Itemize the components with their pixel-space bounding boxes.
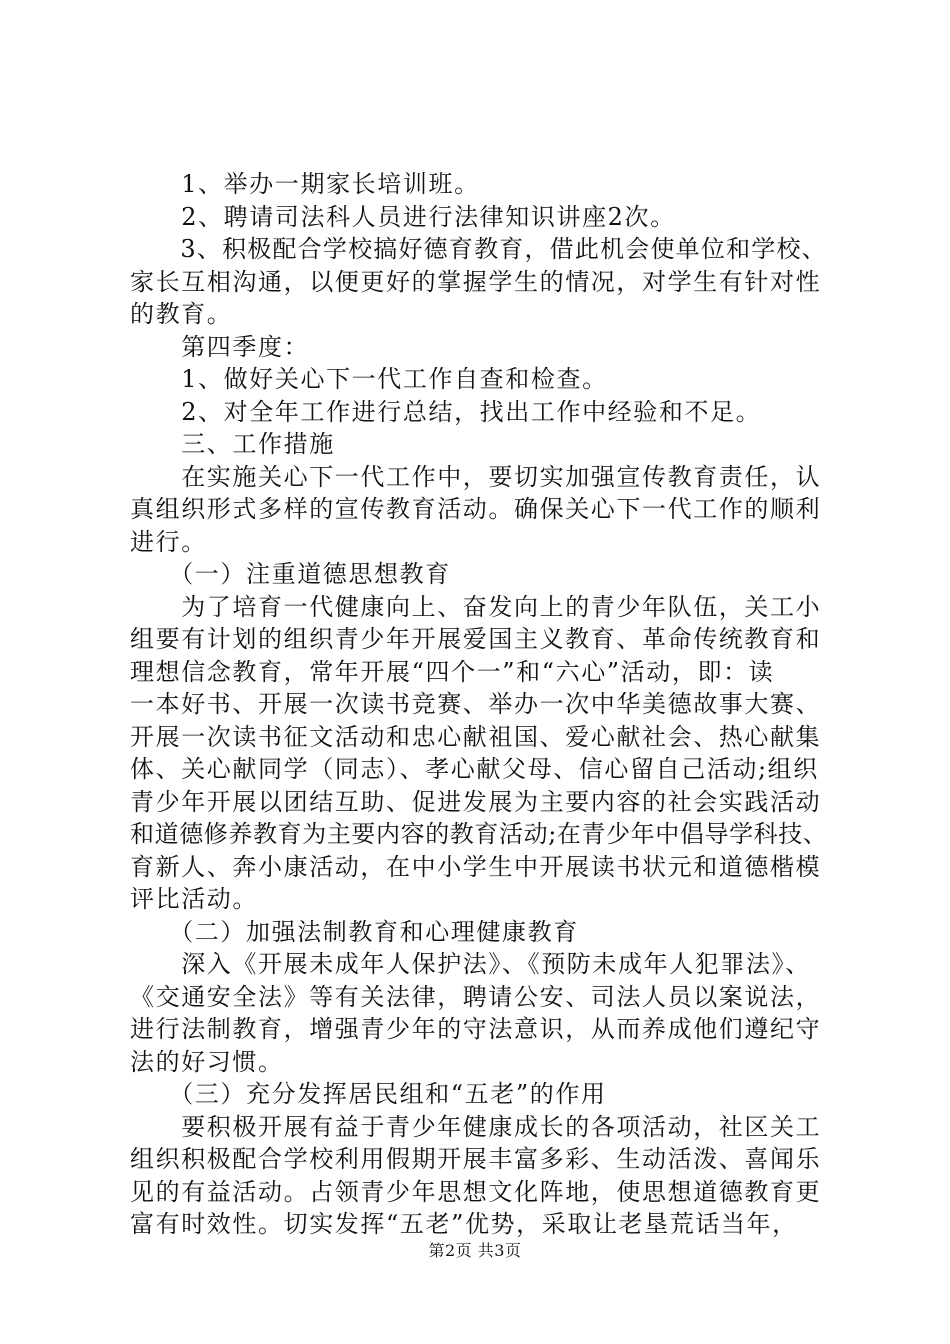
text-line: 2、聘请司法科人员进行法律知识讲座2次。 [130,202,676,231]
text-line: 体、关心献同学（同志）、孝心献父母、信心留自己活动;组织 [130,755,819,783]
subsection-heading: （三）充分发挥居民组和“五老”的作用 [130,1080,607,1108]
subsection-heading: （二）加强法制教育和心理健康教育 [130,917,579,946]
text-line: 组织积极配合学校利用假期开展丰富多彩、生动活泼、喜闻乐 [130,1145,822,1173]
text-line: 1、举办一期家长培训班。 [130,170,480,198]
text-line: 富有时效性。切实发挥“五老”优势，采取让老垦荒话当年， [130,1210,798,1238]
text-line: 评比活动。 [130,885,258,913]
page-number-footer: 第2页 共3页 [428,1241,522,1260]
section-heading: 三、工作措施 [130,430,335,458]
document-body [130,168,830,1241]
text-line: 2、对全年工作进行总结，找出工作中经验和不足。 [130,397,762,426]
text-line: 进行法制教育，增强青少年的守法意识，从而养成他们遵纪守 [130,1015,822,1043]
text-line: 见的有益活动。占领青少年思想文化阵地，使思想道德教育更 [130,1177,822,1206]
text-line: 要积极开展有益于青少年健康成长的各项活动，社区关工 [130,1112,822,1141]
section-heading: 第四季度： [130,332,310,361]
text-line: 《交通安全法》等有关法律，聘请公安、司法人员以案说法， [130,982,822,1011]
text-line: 真组织形式多样的宣传教育活动。确保关心下一代工作的顺利 [130,495,822,523]
text-line: 青少年开展以团结互助、促进发展为主要内容的社会实践活动 [130,787,822,816]
text-line: 一本好书、开展一次读书竞赛、举办一次中华美德故事大赛、 [130,690,822,718]
text-line: 理想信念教育，常年开展“四个一”和“六心”活动，即：读 [130,657,775,686]
text-line: 和道德修养教育为主要内容的教育活动;在青少年中倡导学科技、 [130,820,828,848]
text-line: 深入《开展未成年人保护法》、《预防未成年人犯罪法》、 [130,950,811,978]
text-line: 育新人、奔小康活动，在中小学生中开展读书状元和道德楷模 [130,852,822,881]
text-line: 家长互相沟通，以便更好的掌握学生的情况，对学生有针对性 [130,267,822,296]
text-line: 在实施关心下一代工作中，要切实加强宣传教育责任，认 [130,462,822,491]
text-line: 组要有计划的组织青少年开展爱国主义教育、革命传统教育和 [130,625,822,653]
subsection-heading: （一）注重道德思想教育 [130,560,451,588]
text-line: 3、积极配合学校搞好德育教育，借此机会使单位和学校、 [130,235,827,263]
text-line: 开展一次读书征文活动和忠心献祖国、爱心献社会、热心献集 [130,722,822,751]
text-line: 法的好习惯。 [130,1047,284,1076]
text-line: 进行。 [130,527,207,556]
text-line: 为了培育一代健康向上、奋发向上的青少年队伍，关工小 [130,592,822,621]
text-line: 的教育。 [130,300,233,328]
text-line: 1、做好关心下一代工作自查和检查。 [130,365,608,393]
